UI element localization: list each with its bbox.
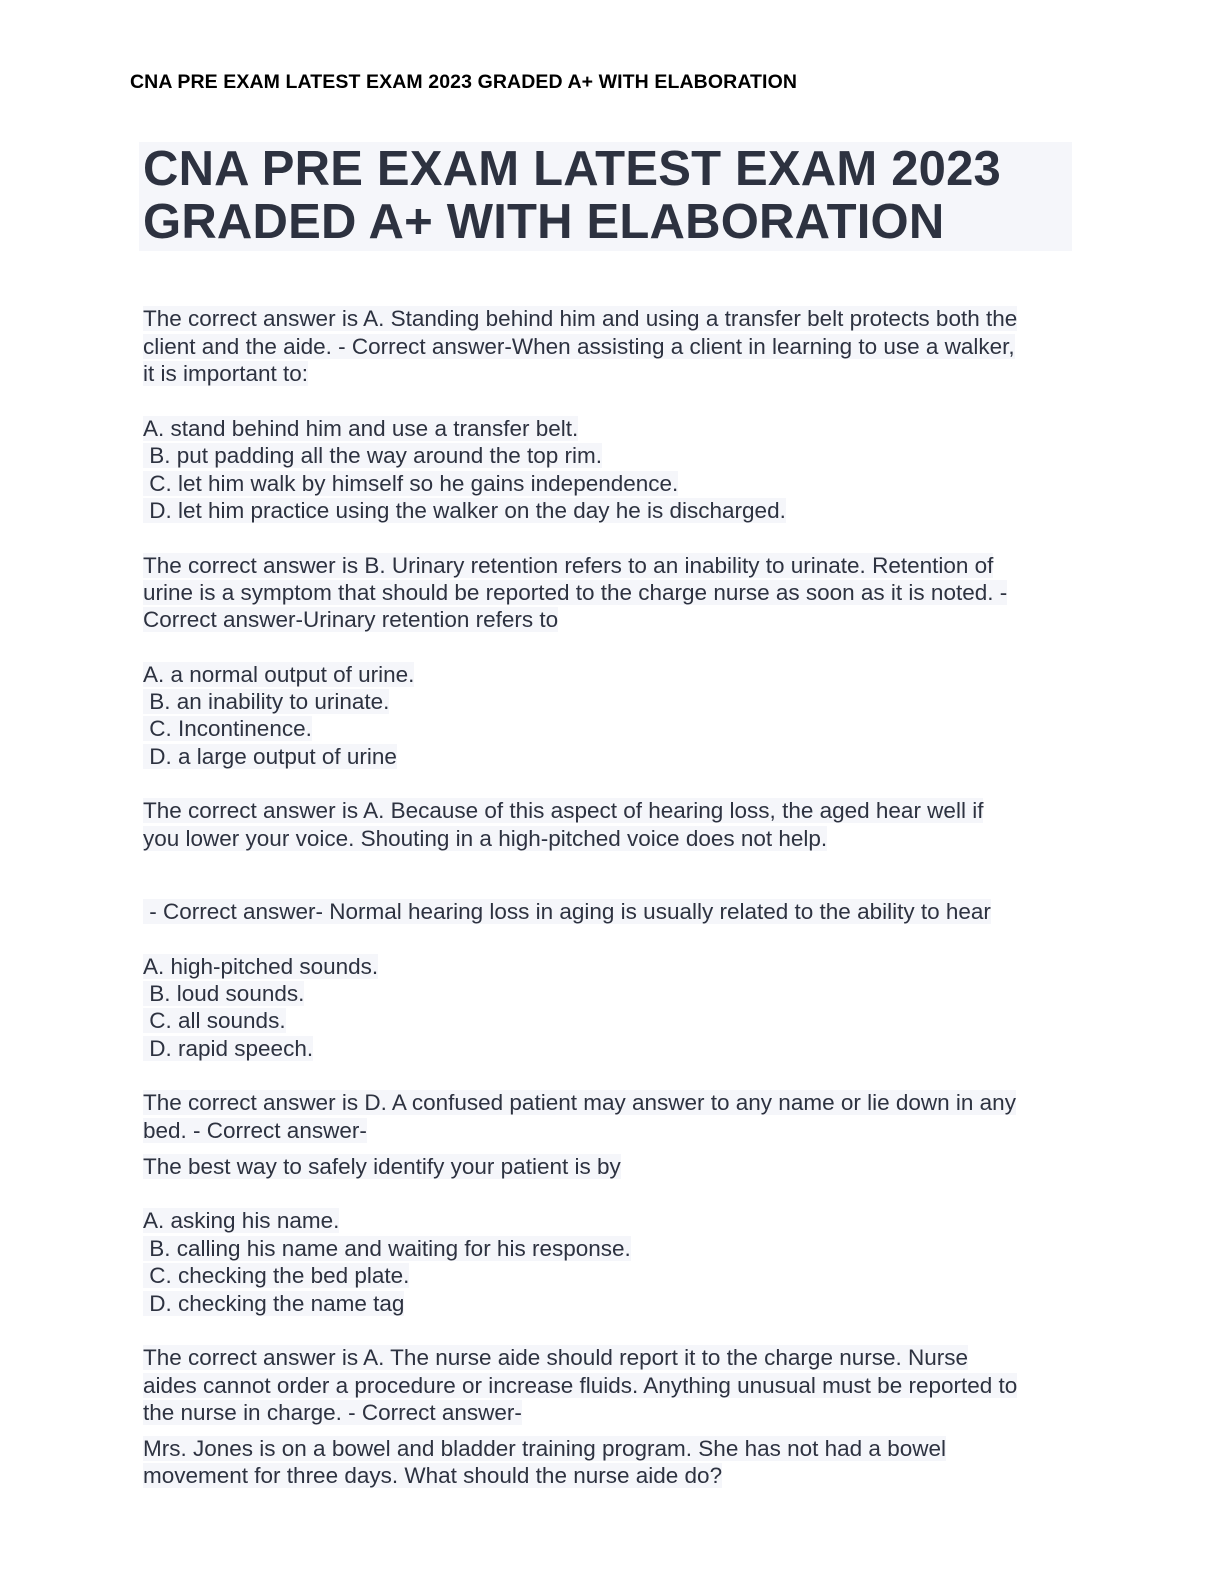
q5-explanation-line-3: the nurse in charge. - Correct answer- [143, 1400, 522, 1425]
q4-option-c: C. checking the bed plate. [143, 1263, 410, 1288]
q1-option-a: A. stand behind him and use a transfer belt. [143, 416, 579, 441]
q1-explanation-line-2: client and the aide. - Correct answer-When assisting a client in learning to use a walker, [143, 334, 1015, 359]
q3-question: - Correct answer- Normal hearing loss in aging is usually related to the ability to hear [143, 899, 991, 924]
q5-explanation-line-1: The correct answer is A. The nurse aide should report it to the charge nurse. Nurse [143, 1345, 969, 1370]
q2-explanation-line-2: urine is a symptom that should be reported to the charge nurse as soon as it is noted. - [143, 580, 1008, 605]
q2-explanation-line-1: The correct answer is B. Urinary retention refers to an inability to urinate. Retention of [143, 553, 994, 578]
q3-explanation-line-2: you lower your voice. Shouting in a high-pitched voice does not help. [143, 826, 828, 851]
q2-option-b: B. an inability to urinate. [143, 689, 390, 714]
q3-option-d: D. rapid speech. [143, 1036, 314, 1061]
q3-option-c: C. all sounds. [143, 1008, 286, 1033]
q4-option-b: B. calling his name and waiting for his response. [143, 1236, 631, 1261]
q5-explanation-line-2: aides cannot order a procedure or increase fluids. Anything unusual must be reported to [143, 1373, 1018, 1398]
q4-explanation-line-1: The correct answer is D. A confused patient may answer to any name or lie down in any [143, 1090, 1016, 1115]
q4-option-d: D. checking the name tag [143, 1291, 405, 1316]
q3-option-a: A. high-pitched sounds. [143, 954, 379, 979]
q3-explanation-line-1: The correct answer is A. Because of this aspect of hearing loss, the aged hear well if [143, 798, 984, 823]
q2-explanation-line-3: Correct answer-Urinary retention refers to [143, 607, 559, 632]
q2-option-d: D. a large output of urine [143, 744, 397, 769]
q2-option-c: C. Incontinence. [143, 716, 312, 741]
title-line-2: GRADED A+ WITH ELABORATION [143, 195, 945, 249]
q4-question: The best way to safely identify your patient is by [143, 1154, 621, 1179]
q5-question-line-1: Mrs. Jones is on a bowel and bladder training program. She has not had a bowel [143, 1436, 946, 1461]
document-title [143, 143, 1001, 249]
q5-question-line-2: movement for three days. What should the nurse aide do? [143, 1463, 723, 1488]
q3-option-b: B. loud sounds. [143, 981, 305, 1006]
q4-option-a: A. asking his name. [143, 1208, 340, 1233]
q1-option-b: B. put padding all the way around the top rim. [143, 443, 603, 468]
q1-option-c: C. let him walk by himself so he gains independence. [143, 471, 679, 496]
q1-explanation-line-3: it is important to: [143, 361, 309, 386]
q4-explanation-line-2: bed. - Correct answer- [143, 1118, 367, 1143]
running-header: CNA PRE EXAM LATEST EXAM 2023 GRADED A+ WITH ELABORATION [130, 71, 798, 93]
q1-explanation-line-1: The correct answer is A. Standing behind him and using a transfer belt protects both the [143, 306, 1018, 331]
title-line-1: CNA PRE EXAM LATEST EXAM 2023 [143, 142, 1002, 196]
q2-option-a: A. a normal output of urine. [143, 662, 415, 687]
q1-option-d: D. let him practice using the walker on the day he is discharged. [143, 498, 786, 523]
